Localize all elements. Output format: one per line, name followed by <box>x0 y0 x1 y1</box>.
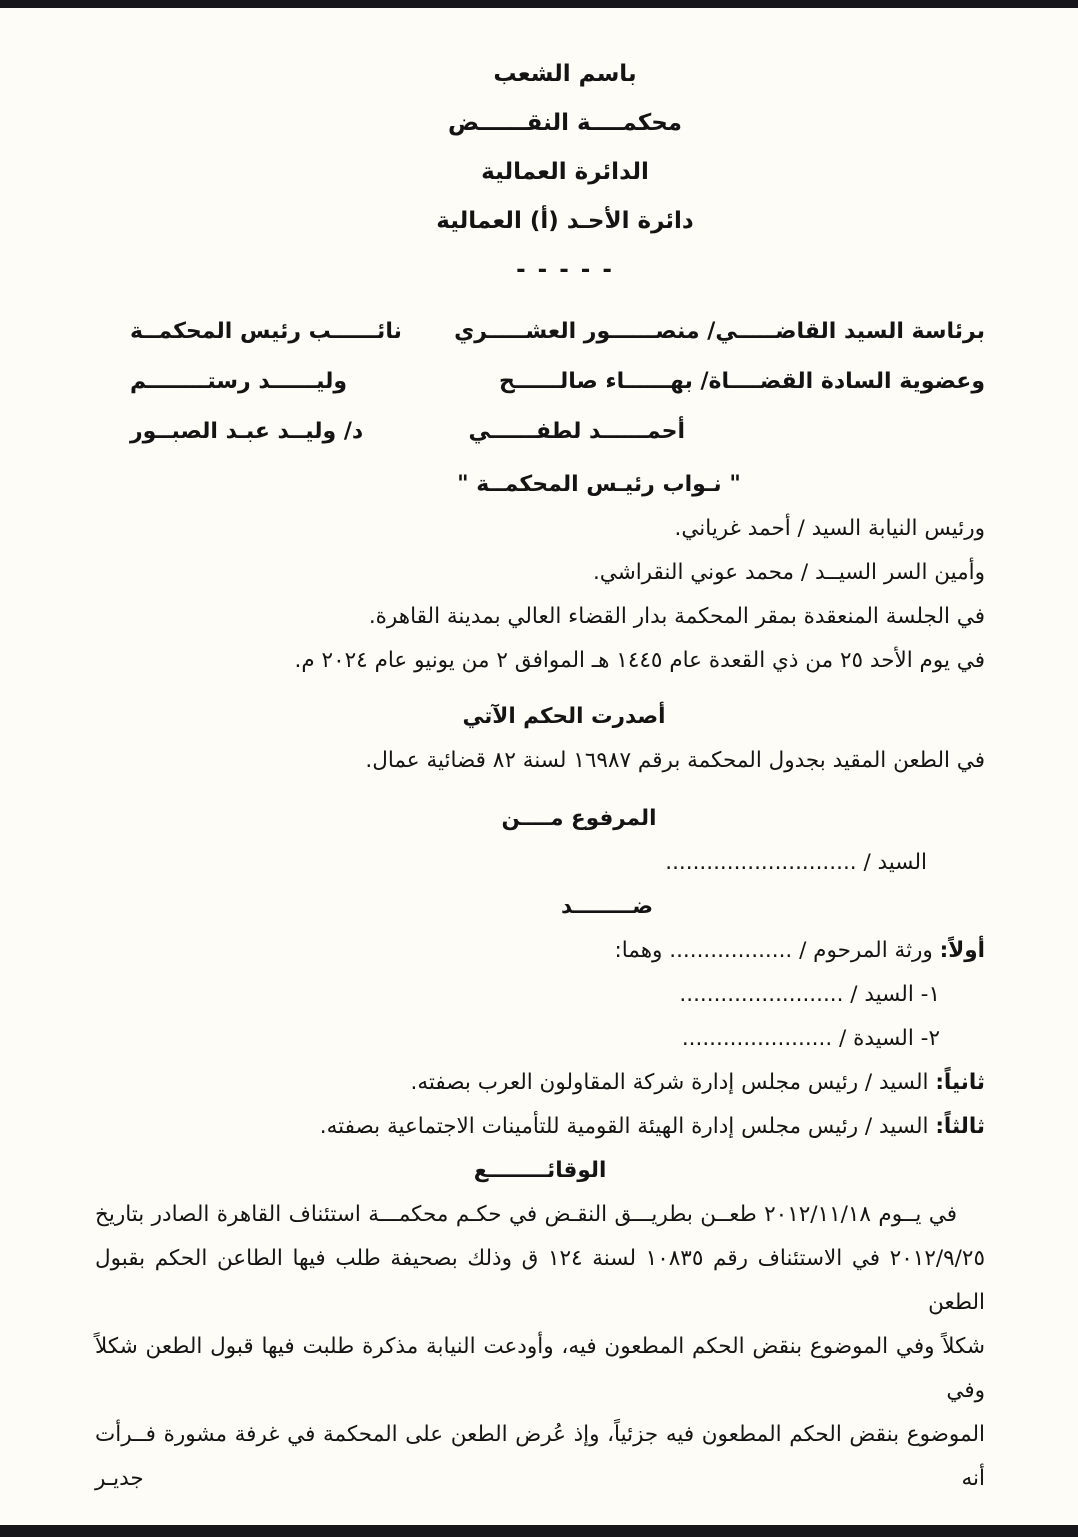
respondent-first-line <box>95 929 985 973</box>
member-judge-4-name: د/ وليــد عبـد الصبــور <box>130 419 364 444</box>
facts-line-4: الموضوع بنقض الحكم المطعون فيه جزئياً، وإذ عُرض الطعن على المحكمة في غرفة مشورة فــرأت أنه جديـر <box>95 1422 985 1491</box>
document-header <box>95 50 985 295</box>
facts-paragraph <box>95 1193 985 1501</box>
labor-circuit-line: الدائرة العمالية <box>481 159 649 185</box>
judgment-issued-heading: أصدرت الحكم الآتي <box>462 704 666 729</box>
facts-heading: الوقائــــــــع <box>473 1158 607 1183</box>
respondent-third-text: السيد / رئيس مجلس إدارة الهيئة القومية للتأمينات الاجتماعية بصفته. <box>319 1114 936 1139</box>
respondent-second-line <box>95 1061 985 1105</box>
respondent-third-line <box>95 1105 985 1149</box>
appeal-number-line: في الطعن المقيد بجدول المحكمة برقم ١٦٩٨٧ لسنة ٨٢ قضائية عمال. <box>365 748 985 773</box>
basmala-line: باسم الشعب <box>493 61 637 87</box>
heir-1-line: ١- السيد / ........................ <box>679 982 940 1007</box>
scan-edge-bottom-bar <box>0 1525 1078 1537</box>
prosecutor-line: ورئيس النيابة السيد / أحمد غرياني. <box>674 516 985 541</box>
sunday-circuit-line: دائرة الأحـد (أ) العمالية <box>436 208 694 234</box>
facts-line-1: في يــوم ٢٠١٢/١١/١٨ طعــن بطريـــق النقـض في حكـم محكمـــة استئناف القاهرة الصادر بتاريخ <box>95 1202 957 1227</box>
filed-by-heading: المرفوع مــــن <box>501 806 657 831</box>
judges-row-presiding <box>95 307 985 357</box>
member-judge-2-name: وليــــــد رستــــــــم <box>130 369 348 394</box>
member-judge-1-name: وعضوية السادة القضــــاة/ بهــــــاء صالــــــح <box>499 369 985 394</box>
judges-row-member-2 <box>95 407 985 457</box>
separator-dashes: - - - - - <box>516 257 614 283</box>
respondent-second-text: السيد / رئيس مجلس إدارة شركة المقاولون العرب بصفته. <box>410 1070 936 1095</box>
respondent-first-text: ورثة المرحوم / .................. وهما: <box>614 938 940 963</box>
respondent-third-label: ثالثاً: <box>935 1114 985 1139</box>
court-name-line: محكمــــة النقــــــض <box>447 110 683 136</box>
document-content <box>95 50 985 1501</box>
respondent-second-label: ثانياً: <box>935 1070 985 1095</box>
session-date-line: في يوم الأحد ٢٥ من ذي القعدة عام ١٤٤٥ هـ الموافق ٢ من يونيو عام ٢٠٢٤ م. <box>294 648 985 673</box>
secretary-line: وأمين السر السيــد / محمد عوني النقراشي. <box>592 560 985 585</box>
versus-heading: ضــــــــد <box>561 894 653 919</box>
presiding-judge-title: نائــــــب رئيس المحكمــة <box>130 319 402 344</box>
appellant-line: السيد / ............................ <box>665 850 927 875</box>
judges-panel <box>95 307 985 457</box>
judges-row-member-1 <box>95 357 985 407</box>
respondent-first-label: أولاً: <box>939 938 985 963</box>
member-judge-3-name: أحمــــــد لطفــــــي <box>468 419 685 444</box>
presiding-judge-name: برئاسة السيد القاضـــــي/ منصــــــور العشـــــري <box>454 319 985 344</box>
facts-line-2: ٢٠١٢/٩/٢٥ في الاستئناف رقم ١٠٨٣٥ لسنة ١٢٤ ق وذلك بصحيفة طلب فيها الطاعن الحكم بقبول الطعن <box>95 1246 985 1315</box>
scan-edge-top-bar <box>0 0 1078 8</box>
heir-2-line: ٢- السيدة / ...................... <box>681 1026 940 1051</box>
deputies-note: " نـواب رئيـس المحكمــة " <box>457 472 741 497</box>
session-place-line: في الجلسة المنعقدة بمقر المحكمة بدار القضاء العالي بمدينة القاهرة. <box>368 604 985 629</box>
facts-line-3: شكلاً وفي الموضوع بنقض الحكم المطعون فيه، وأودعت النيابة مذكرة طلبت فيها قبول الطعن شكلاً وفي <box>95 1334 985 1403</box>
